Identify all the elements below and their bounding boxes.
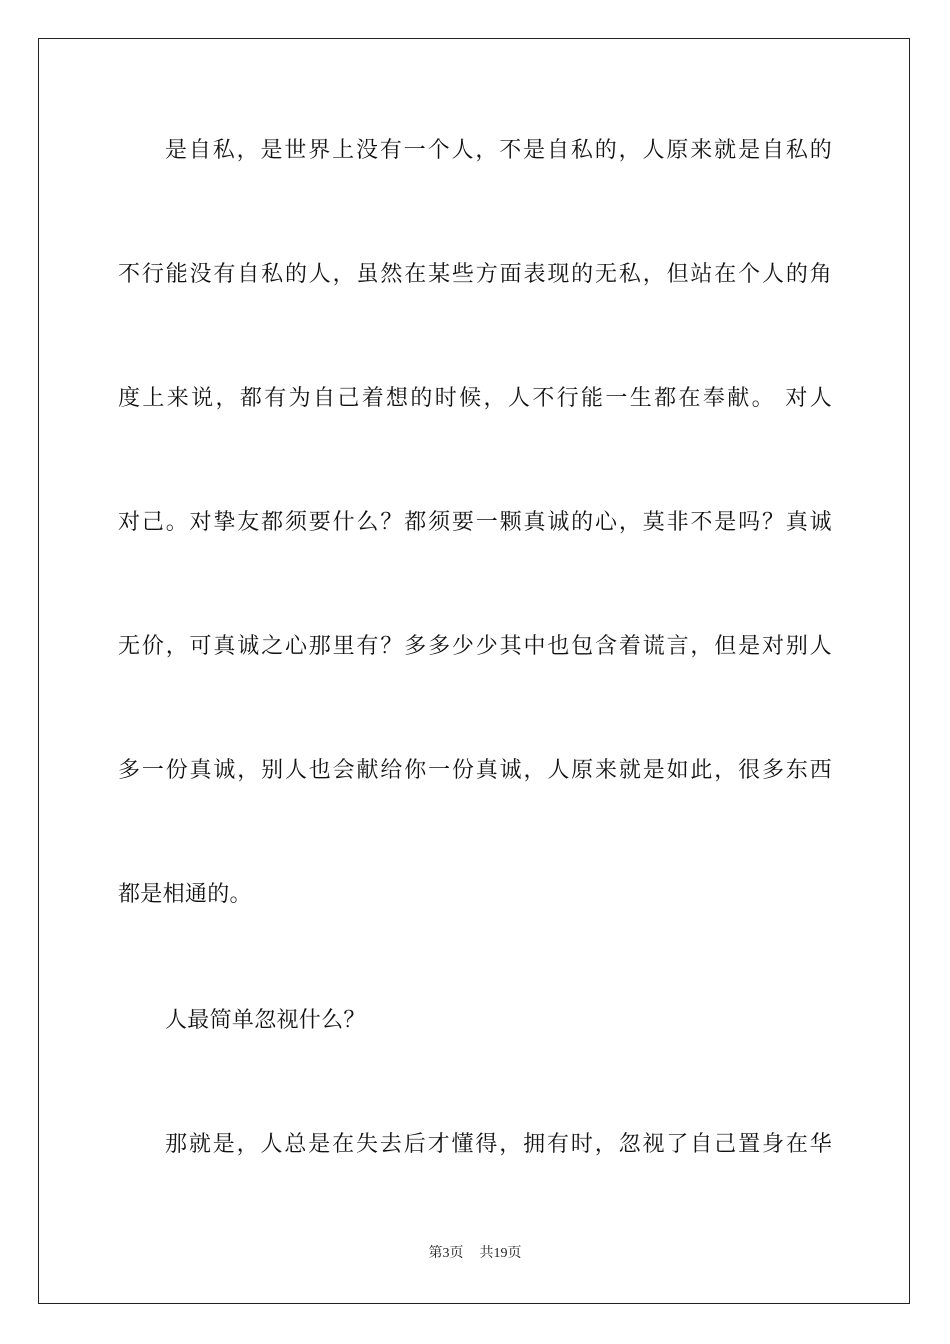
paragraph-line-9: 那就是，人总是在失去后才懂得，拥有时，忽视了自己置身在华 <box>165 1132 832 1157</box>
page-border <box>38 38 910 1304</box>
paragraph-line-3: 度上来说，都有为自己着想的时候，人不行能一生都在奉献。 对人 <box>118 386 832 411</box>
paragraph-line-2: 不行能没有自私的人，虽然在某些方面表现的无私，但站在个人的角 <box>118 262 832 287</box>
total-pages: 共19页 <box>479 1246 522 1261</box>
question-heading: 人最简单忽视什么？ <box>165 1008 366 1033</box>
paragraph-line-4: 对己。对挚友都须要什么？都须要一颗真诚的心，莫非不是吗？真诚 <box>118 510 832 535</box>
paragraph-line-7: 都是相通的。 <box>118 882 252 907</box>
page-number: 第3页 <box>428 1246 464 1261</box>
paragraph-line-5: 无价，可真诚之心那里有？多多少少其中也包含着谎言，但是对别人 <box>118 634 832 659</box>
page-footer <box>0 1245 950 1263</box>
paragraph-line-1: 是自私，是世界上没有一个人，不是自私的，人原来就是自私的 <box>165 138 832 163</box>
paragraph-line-6: 多一份真诚，别人也会献给你一份真诚，人原来就是如此，很多东西 <box>118 758 832 783</box>
